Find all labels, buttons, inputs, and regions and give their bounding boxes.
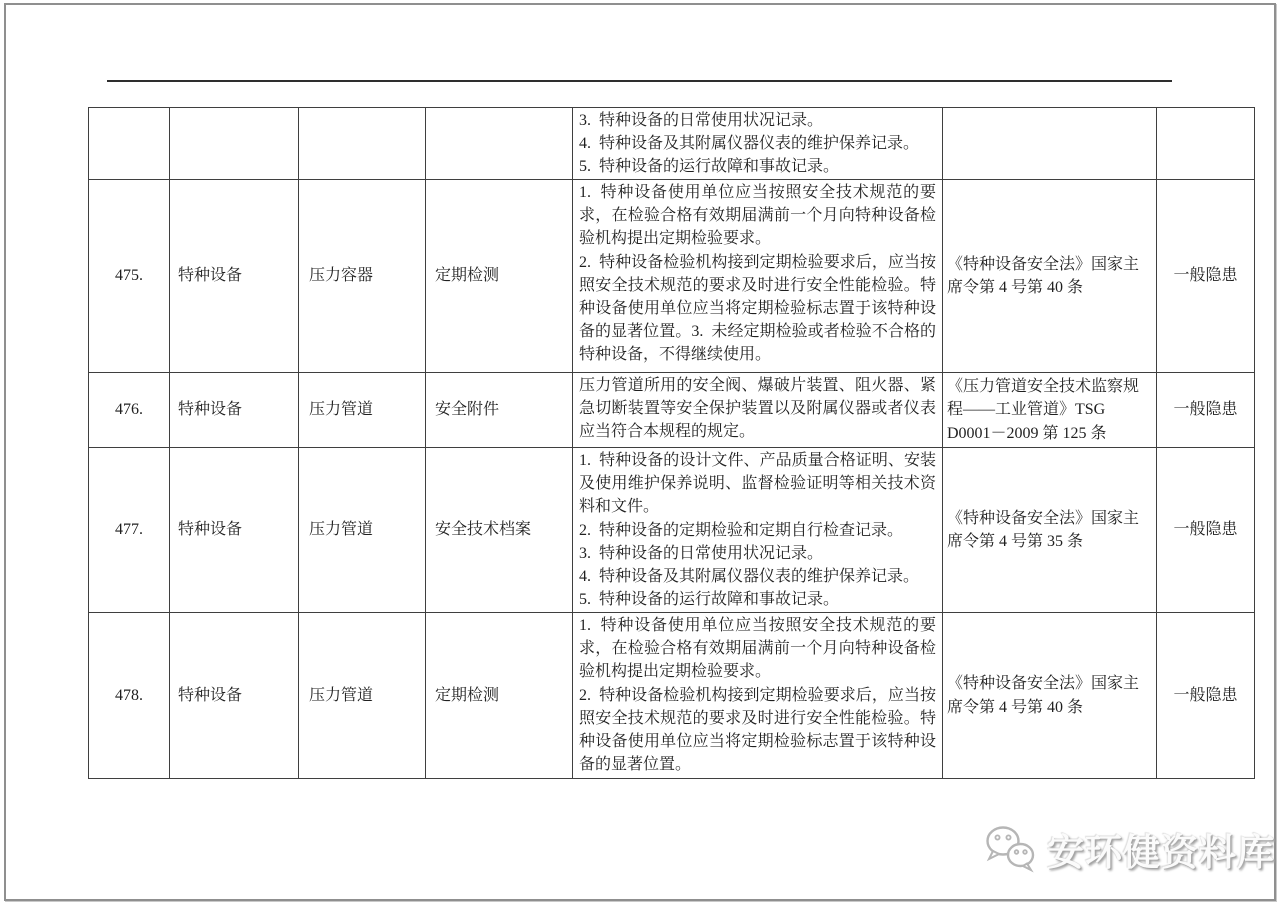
description-item: 4. 特种设备及其附属仪器仪表的维护保养记录。 [579,568,920,586]
description-item: 5. 特种设备的运行故障和事故记录。 [579,158,840,176]
cell-description [573,448,943,613]
cell-index: 475. [89,180,170,373]
wechat-icon [982,824,1040,874]
cell-index: 478. [89,613,170,779]
hazard-checklist-table [88,107,1255,779]
description-item: 2. 特种设备检验机构接到定期检验要求后，应当按照安全技术规范的要求及时进行安全性能检验。特种设备使用单位应当将定期检验标志置于该特种设备的显著位置。3. 未经定期检验或者检验不合格的特种设备，不得继续使用。 [579,253,936,364]
cell-index: 477. [89,448,170,613]
table-row [89,108,1255,180]
cell-hazard-level: 一般隐患 [1157,448,1255,613]
cell-hazard-level [1157,108,1255,180]
description-item: 1. 特种设备使用单位应当按照安全技术规范的要求，在检验合格有效期届满前一个月向特种设备检验机构提出定期检验要求。 [579,617,936,681]
cell-equipment: 特种设备 [170,448,299,613]
cell-legal-basis: 《特种设备安全法》国家主席令第 4 号第 40 条 [943,613,1157,779]
cell-element: 安全附件 [426,373,573,448]
cell-element: 定期检测 [426,180,573,373]
cell-equipment: 特种设备 [170,373,299,448]
cell-element: 安全技术档案 [426,448,573,613]
cell-hazard-level: 一般隐患 [1157,613,1255,779]
cell-category: 压力管道 [299,373,426,448]
cell-category [299,108,426,180]
table-row [89,448,1255,613]
cell-description [573,180,943,373]
cell-element [426,108,573,180]
table-row [89,613,1255,779]
cell-description [573,613,943,779]
description-item: 2. 特种设备的定期检验和定期自行检查记录。 [579,521,904,539]
cell-hazard-level: 一般隐患 [1157,180,1255,373]
cell-legal-basis: 《特种设备安全法》国家主席令第 4 号第 35 条 [943,448,1157,613]
description-item: 3. 特种设备的日常使用状况记录。 [579,112,824,129]
cell-equipment [170,108,299,180]
cell-legal-basis: 《压力管道安全技术监察规程——工业管道》TSG D0001－2009 第 125 条 [943,373,1157,448]
cell-index: 476. [89,373,170,448]
description-item: 压力管道所用的安全阀、爆破片装置、阻火器、紧急切断装置等安全保护装置以及附属仪器或者仪表应当符合本规程的规定。 [579,377,936,441]
table-row [89,180,1255,373]
cell-description [573,108,943,180]
cell-equipment: 特种设备 [170,613,299,779]
cell-equipment: 特种设备 [170,180,299,373]
cell-description [573,373,943,448]
cell-element: 定期检测 [426,613,573,779]
table-row [89,373,1255,448]
description-item: 1. 特种设备的设计文件、产品质量合格证明、安装及使用维护保养说明、监督检验证明等相关技术资料和文件。 [579,452,936,516]
description-item: 4. 特种设备及其附属仪器仪表的维护保养记录。 [579,135,920,153]
cell-index [89,108,170,180]
header-divider-rule [107,80,1172,82]
description-item: 1. 特种设备使用单位应当按照安全技术规范的要求，在检验合格有效期届满前一个月向特种设备检验机构提出定期检验要求。 [579,184,936,248]
watermark-label: 安环健资料库 [1047,833,1275,874]
watermark [982,822,1275,876]
description-item: 2. 特种设备检验机构接到定期检验要求后，应当按照安全技术规范的要求及时进行安全性能检验。特种设备使用单位应当将定期检验标志置于该特种设备的显著位置。 [579,686,936,774]
cell-legal-basis: 《特种设备安全法》国家主席令第 4 号第 40 条 [943,180,1157,373]
description-item: 5. 特种设备的运行故障和事故记录。 [579,591,840,609]
cell-category: 压力容器 [299,180,426,373]
description-item: 3. 特种设备的日常使用状况记录。 [579,544,824,562]
cell-category: 压力管道 [299,613,426,779]
cell-hazard-level: 一般隐患 [1157,373,1255,448]
cell-legal-basis [943,108,1157,180]
cell-category: 压力管道 [299,448,426,613]
